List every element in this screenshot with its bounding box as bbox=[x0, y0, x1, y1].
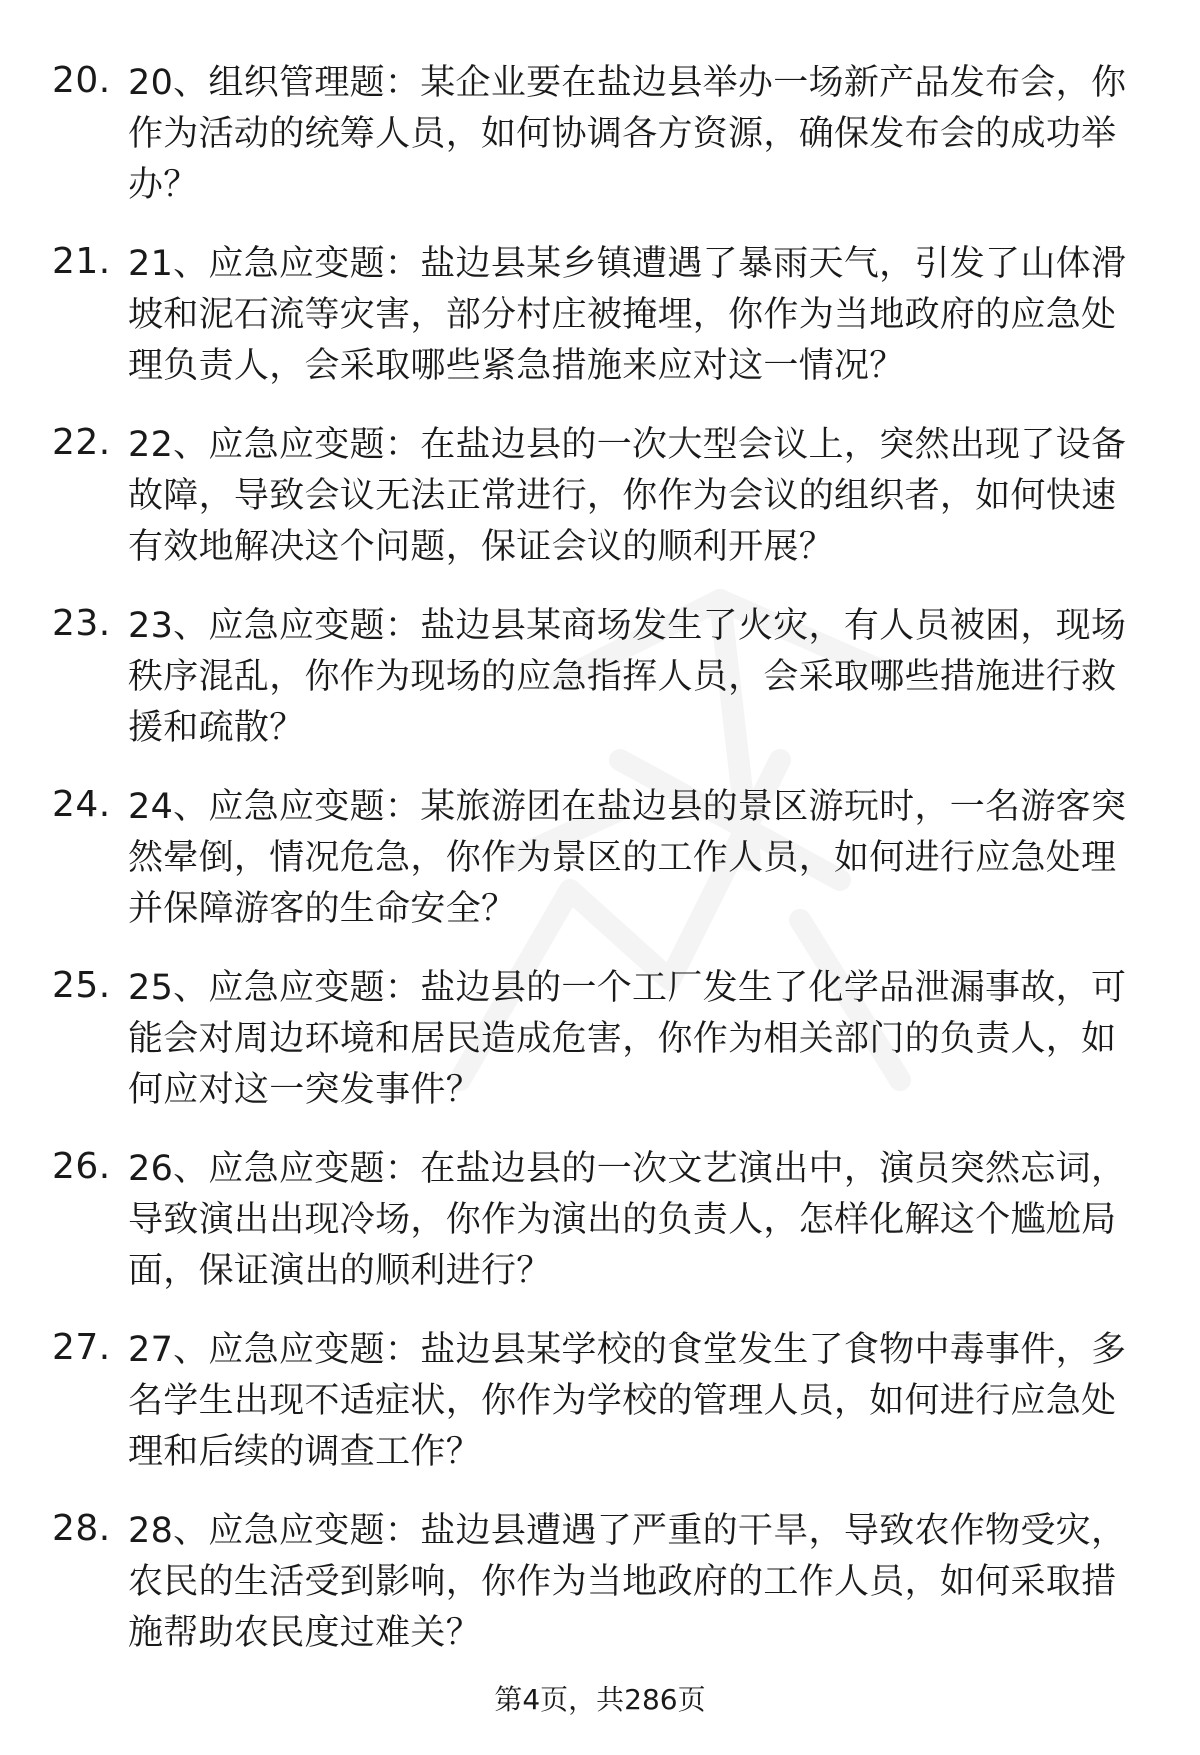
question-text: 26、应急应变题：在盐边县的一次文艺演出中，演员突然忘词，导致演出出现冷场，你作为演出的负责人，怎样化解这个尴尬局面，保证演出的顺利进行？ bbox=[128, 1149, 1127, 1291]
question-text: 20、组织管理题：某企业要在盐边县举办一场新产品发布会，你作为活动的统筹人员，如何协调各方资源，确保发布会的成功举办？ bbox=[128, 63, 1127, 205]
question-item bbox=[0, 239, 1200, 420]
question-item bbox=[0, 420, 1200, 601]
question-number: 25. bbox=[52, 965, 111, 1006]
question-list bbox=[0, 58, 1200, 1687]
question-text: 28、应急应变题：盐边县遭遇了严重的干旱，导致农作物受灾，农民的生活受到影响，你作为当地政府的工作人员，如何采取措施帮助农民度过难关？ bbox=[128, 1511, 1127, 1653]
question-text: 21、应急应变题：盐边县某乡镇遭遇了暴雨天气，引发了山体滑坡和泥石流等灾害，部分村庄被掩埋，你作为当地政府的应急处理负责人，会采取哪些紧急措施来应对这一情况？ bbox=[128, 244, 1127, 386]
question-number: 27. bbox=[52, 1327, 111, 1368]
question-text: 24、应急应变题：某旅游团在盐边县的景区游玩时，一名游客突然晕倒，情况危急，你作为景区的工作人员，如何进行应急处理并保障游客的生命安全？ bbox=[128, 787, 1127, 929]
question-number: 23. bbox=[52, 603, 111, 644]
question-item bbox=[0, 58, 1200, 239]
question-item bbox=[0, 601, 1200, 782]
question-number: 21. bbox=[52, 241, 111, 282]
question-number: 28. bbox=[52, 1508, 111, 1549]
question-text: 25、应急应变题：盐边县的一个工厂发生了化学品泄漏事故，可能会对周边环境和居民造成危害，你作为相关部门的负责人，如何应对这一突发事件？ bbox=[128, 968, 1127, 1110]
question-item bbox=[0, 782, 1200, 963]
question-item bbox=[0, 1325, 1200, 1506]
question-item bbox=[0, 1506, 1200, 1687]
question-item bbox=[0, 1144, 1200, 1325]
question-number: 26. bbox=[52, 1146, 111, 1187]
question-text: 22、应急应变题：在盐边县的一次大型会议上，突然出现了设备故障，导致会议无法正常进行，你作为会议的组织者，如何快速有效地解决这个问题，保证会议的顺利开展？ bbox=[128, 425, 1127, 567]
question-number: 20. bbox=[52, 60, 111, 101]
question-number: 22. bbox=[52, 422, 111, 463]
question-item bbox=[0, 963, 1200, 1144]
page-footer: 第4页，共286页 bbox=[494, 1683, 706, 1716]
question-text: 27、应急应变题：盐边县某学校的食堂发生了食物中毒事件，多名学生出现不适症状，你作为学校的管理人员，如何进行应急处理和后续的调查工作？ bbox=[128, 1330, 1127, 1472]
question-number: 24. bbox=[52, 784, 111, 825]
question-text: 23、应急应变题：盐边县某商场发生了火灾，有人员被困，现场秩序混乱，你作为现场的应急指挥人员，会采取哪些措施进行救援和疏散？ bbox=[128, 606, 1127, 748]
